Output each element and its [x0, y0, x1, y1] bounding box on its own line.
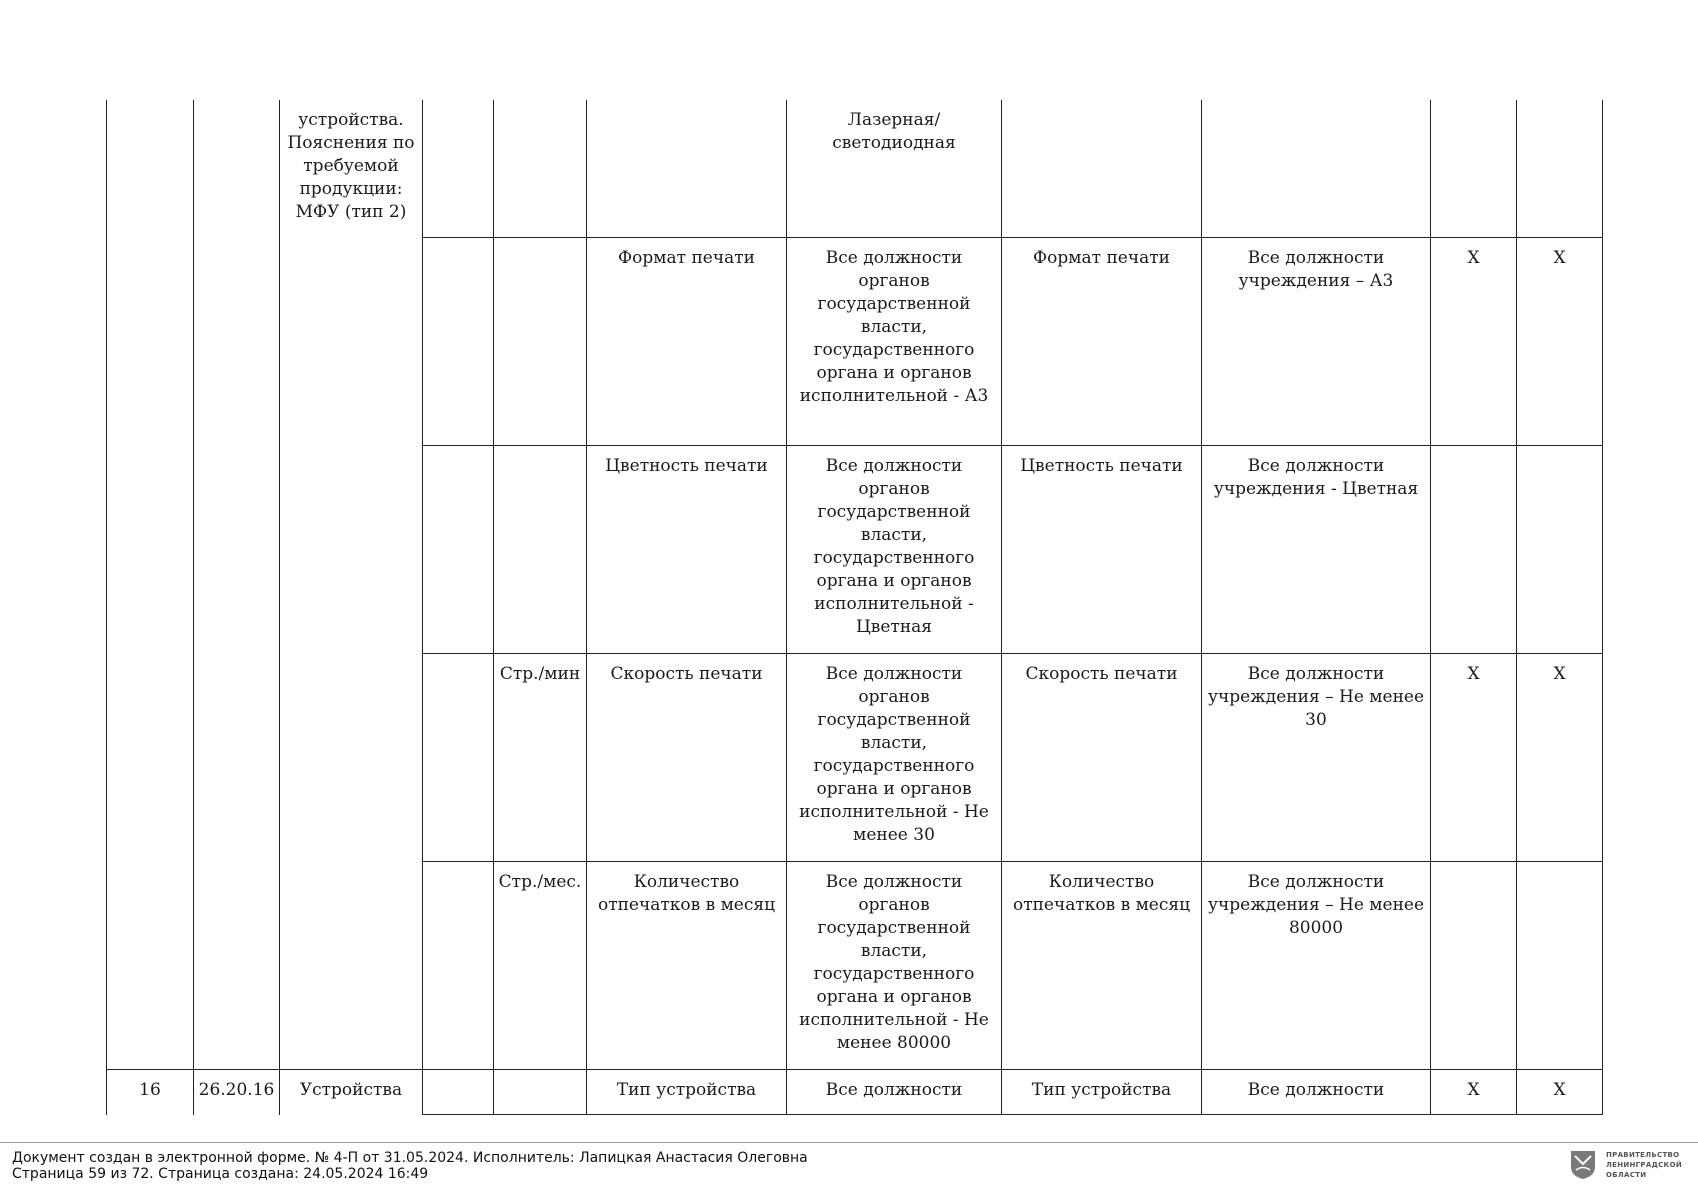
table-row [107, 1070, 1603, 1115]
footer-divider [0, 1142, 1698, 1143]
cell-x1 [1431, 100, 1517, 238]
cell-characteristic-2: Цветность печати [1002, 446, 1202, 654]
cell-unit [494, 446, 587, 654]
cell-characteristic-2: Формат печати [1002, 238, 1202, 446]
cell-x2 [1517, 862, 1603, 1070]
cell-value-gov: Все должности органов государственной власти, государственного органа и органов исполнительной - Не менее 30 [787, 654, 1002, 862]
cell-empty [423, 238, 494, 446]
cell-unit [494, 100, 587, 238]
cell-value-gov: Все должности органов государственной власти, государственного органа и органов исполнительной - Цветная [787, 446, 1002, 654]
table-row [107, 100, 1603, 238]
cell-empty [423, 862, 494, 1070]
cell-unit: Стр./мес. [494, 862, 587, 1070]
cell-characteristic: Цветность печати [587, 446, 787, 654]
cell-characteristic [587, 100, 787, 238]
cell-x2: X [1517, 238, 1603, 446]
cell-number [107, 100, 194, 1070]
cell-x1: X [1431, 1070, 1517, 1115]
cell-value-inst: Все должности учреждения – Не менее 80000 [1202, 862, 1431, 1070]
cell-empty [423, 446, 494, 654]
cell-okpd-code [194, 100, 280, 1070]
cell-value-gov: Все должности [787, 1070, 1002, 1115]
cell-item-name: Устройства [280, 1070, 423, 1115]
cell-okpd-code: 26.20.16 [194, 1070, 280, 1115]
cell-number: 16 [107, 1070, 194, 1115]
cell-value-inst: Все должности учреждения - Цветная [1202, 446, 1431, 654]
cell-unit [494, 1070, 587, 1115]
cell-characteristic: Количество отпечатков в месяц [587, 862, 787, 1070]
cell-characteristic-2: Тип устройства [1002, 1070, 1202, 1115]
government-logo [1570, 1150, 1692, 1182]
cell-x2 [1517, 100, 1603, 238]
cell-x1: X [1431, 654, 1517, 862]
cell-characteristic: Тип устройства [587, 1070, 787, 1115]
cell-characteristic-2: Количество отпечатков в месяц [1002, 862, 1202, 1070]
footer-page-info: Страница 59 из 72. Страница создана: 24.05.2024 16:49 [12, 1166, 429, 1182]
cell-x2 [1517, 446, 1603, 654]
cell-empty [423, 1070, 494, 1115]
region-emblem-icon [1570, 1150, 1596, 1180]
cell-value-inst: Все должности учреждения – Не менее 30 [1202, 654, 1431, 862]
cell-empty [423, 100, 494, 238]
cell-x1 [1431, 862, 1517, 1070]
cell-empty [423, 654, 494, 862]
cell-item-name: устройства. Пояснения по требуемой продукции: МФУ (тип 2) [280, 100, 423, 1070]
cell-characteristic: Скорость печати [587, 654, 787, 862]
cell-characteristic: Формат печати [587, 238, 787, 446]
footer-document-info: Документ создан в электронной форме. № 4-П от 31.05.2024. Исполнитель: Лапицкая Анастасия Олеговна [12, 1150, 808, 1166]
cell-characteristic-2 [1002, 100, 1202, 238]
cell-unit: Стр./мин [494, 654, 587, 862]
cell-x2: X [1517, 1070, 1603, 1115]
cell-characteristic-2: Скорость печати [1002, 654, 1202, 862]
page-footer [12, 1150, 808, 1182]
logo-text: ПРАВИТЕЛЬСТВО ЛЕНИНГРАДСКОЙ ОБЛАСТИ [1606, 1151, 1682, 1179]
cell-value-inst: Все должности [1202, 1070, 1431, 1115]
cell-value-gov: Все должности органов государственной власти, государственного органа и органов исполнительной - А3 [787, 238, 1002, 446]
cell-value-inst: Все должности учреждения – А3 [1202, 238, 1431, 446]
cell-x1: X [1431, 238, 1517, 446]
cell-x2: X [1517, 654, 1603, 862]
cell-value-inst [1202, 100, 1431, 238]
cell-value-gov: Все должности органов государственной власти, государственного органа и органов исполнительной - Не менее 80000 [787, 862, 1002, 1070]
cell-x1 [1431, 446, 1517, 654]
cell-value-gov: Лазерная/светодиодная [787, 100, 1002, 238]
cell-unit [494, 238, 587, 446]
characteristics-table [106, 100, 1603, 1115]
